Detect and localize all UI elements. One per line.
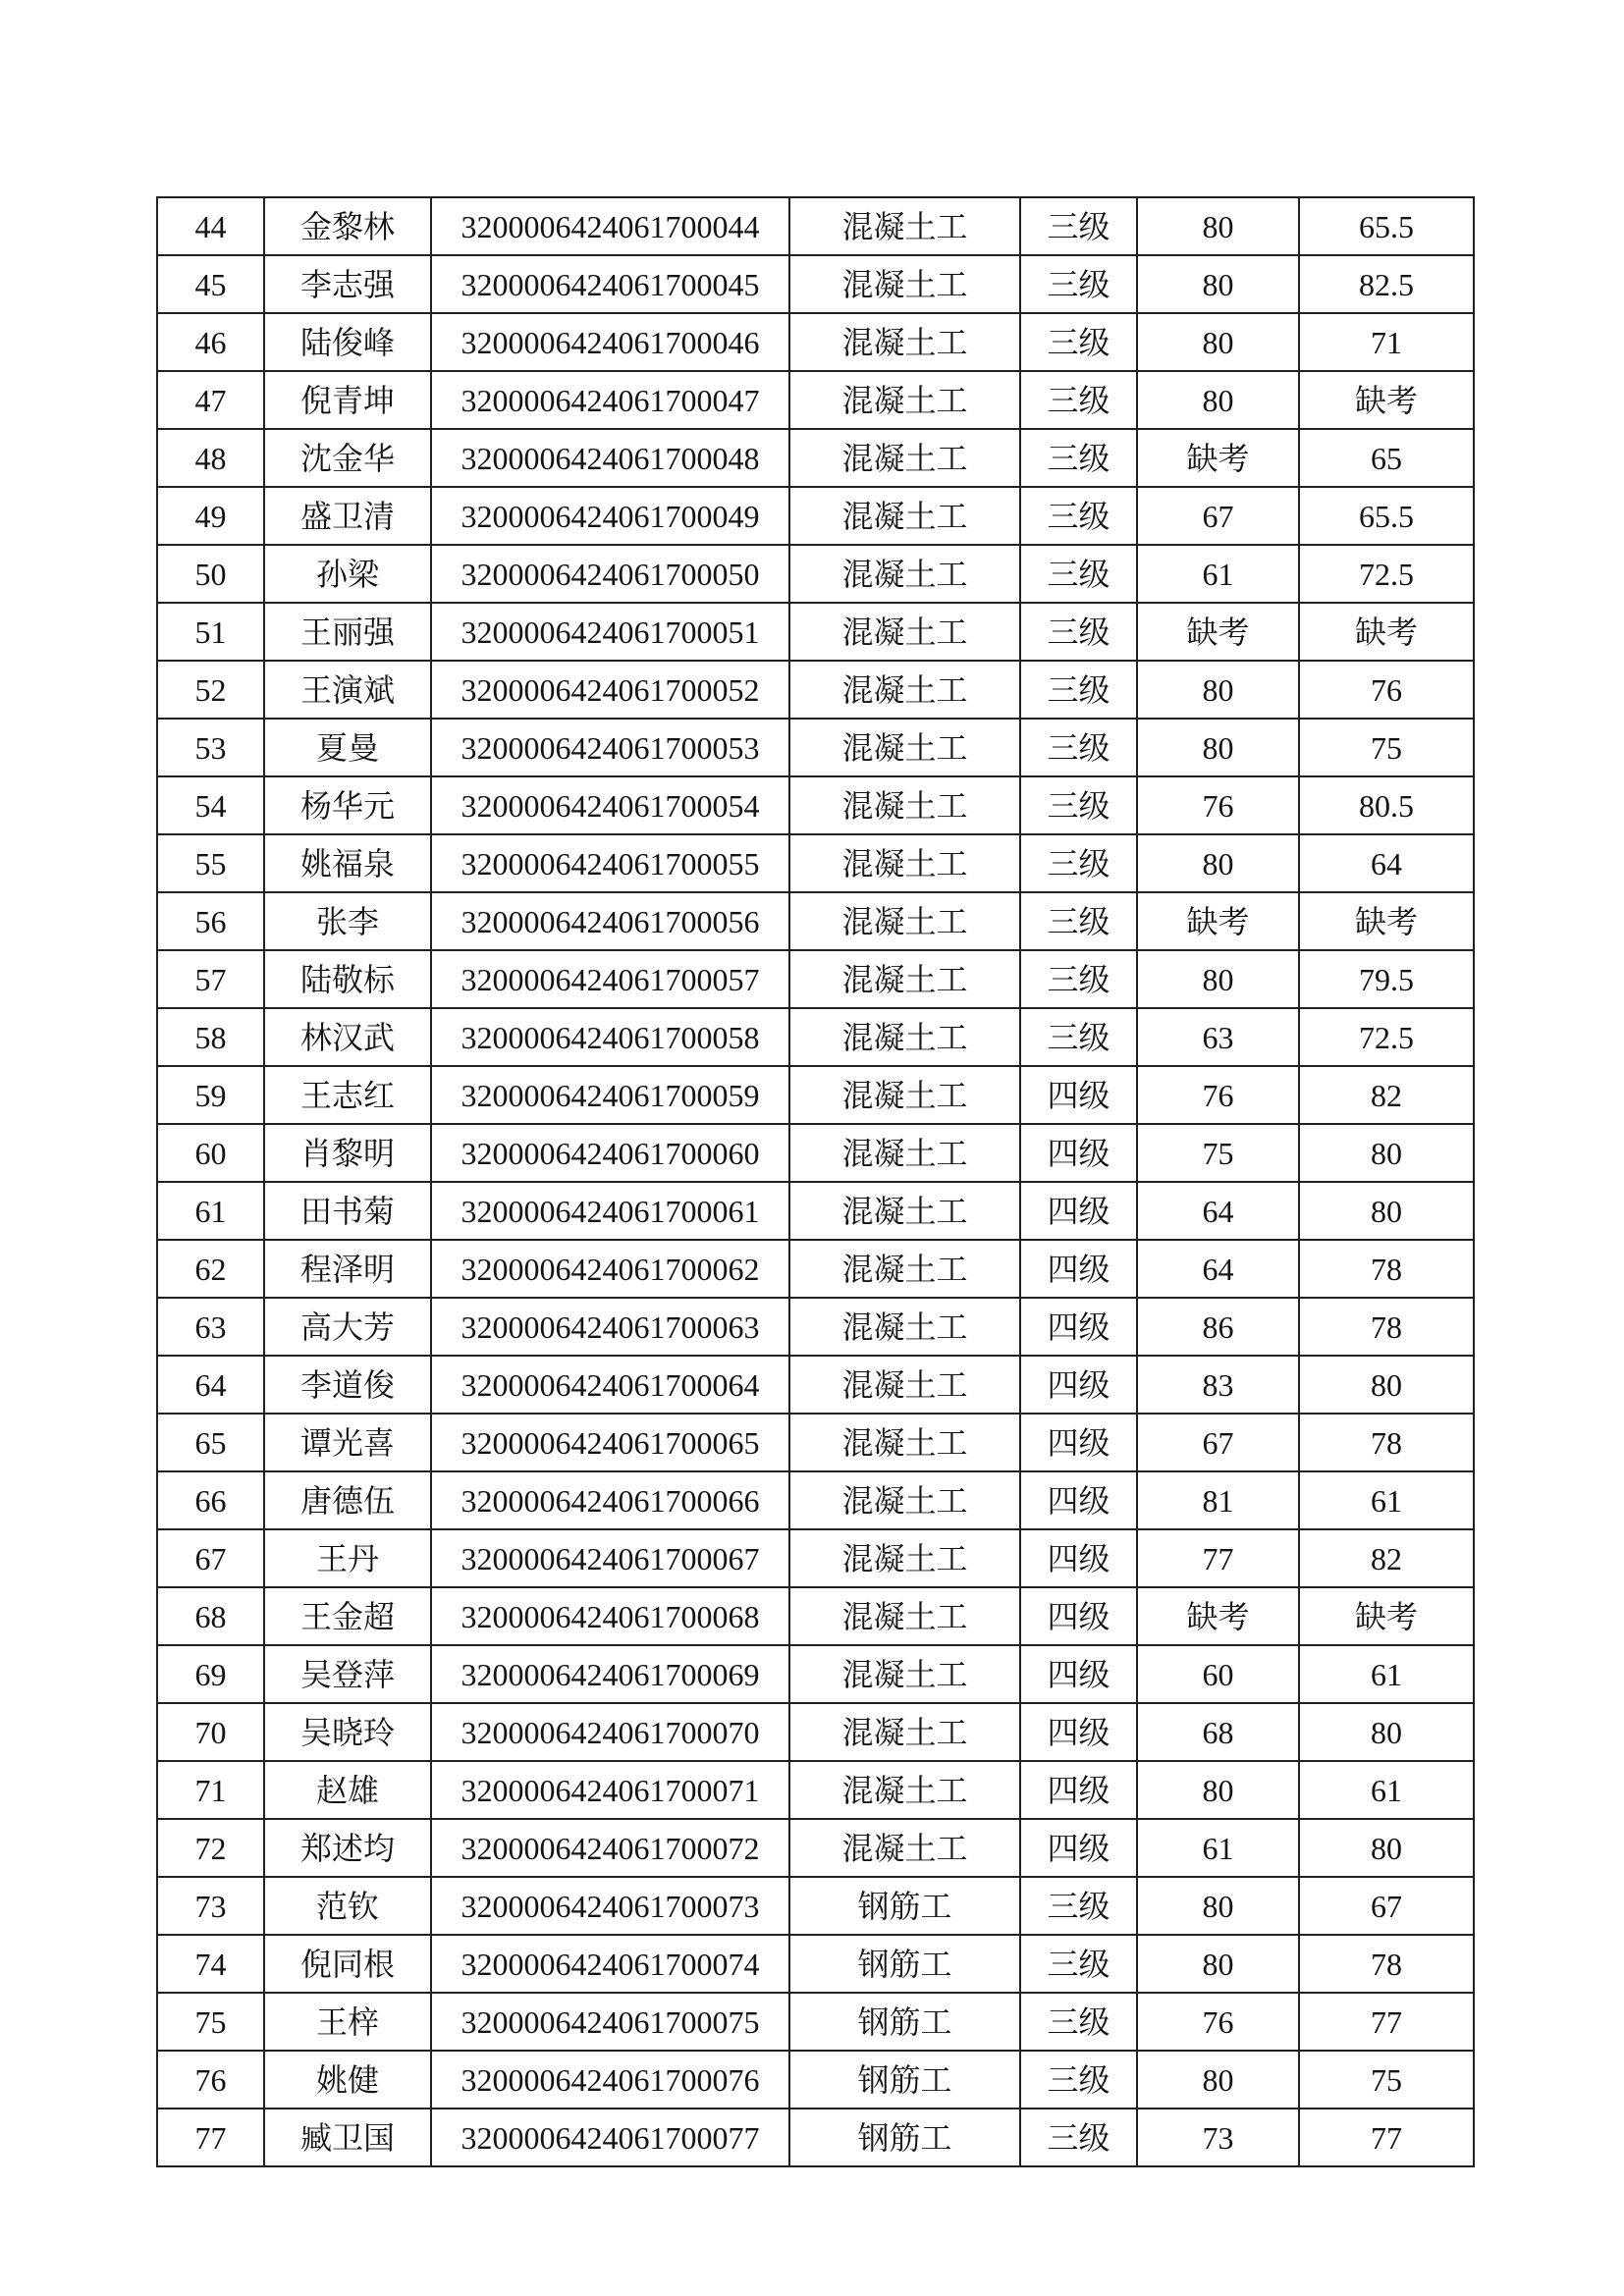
cell-admission-number: 3200006424061700054	[431, 776, 789, 834]
cell-candidate-name: 王丹	[264, 1529, 431, 1587]
cell-score-2: 80	[1299, 1124, 1474, 1182]
table-row	[157, 2109, 1474, 2166]
cell-score-1: 76	[1137, 776, 1299, 834]
cell-score-2: 65.5	[1299, 487, 1474, 545]
cell-admission-number: 3200006424061700062	[431, 1240, 789, 1298]
table-row	[157, 1703, 1474, 1761]
cell-row-number: 69	[157, 1645, 264, 1703]
cell-candidate-name: 范钦	[264, 1877, 431, 1935]
table-row	[157, 1240, 1474, 1298]
table-row	[157, 1993, 1474, 2051]
cell-score-1: 80	[1137, 719, 1299, 776]
cell-occupation: 混凝土工	[789, 892, 1020, 950]
cell-admission-number: 3200006424061700051	[431, 603, 789, 661]
table-row	[157, 487, 1474, 545]
cell-level: 三级	[1020, 545, 1137, 603]
cell-occupation: 混凝土工	[789, 1124, 1020, 1182]
cell-candidate-name: 李志强	[264, 255, 431, 313]
cell-row-number: 71	[157, 1761, 264, 1819]
cell-candidate-name: 肖黎明	[264, 1124, 431, 1182]
cell-occupation: 混凝土工	[789, 1645, 1020, 1703]
cell-score-2: 80	[1299, 1819, 1474, 1877]
cell-admission-number: 3200006424061700045	[431, 255, 789, 313]
cell-score-2: 78	[1299, 1414, 1474, 1471]
table-row	[157, 834, 1474, 892]
cell-score-2: 77	[1299, 2109, 1474, 2166]
cell-level: 三级	[1020, 603, 1137, 661]
table-row	[157, 1298, 1474, 1356]
cell-level: 四级	[1020, 1819, 1137, 1877]
cell-score-1: 80	[1137, 255, 1299, 313]
cell-score-1: 80	[1137, 197, 1299, 255]
cell-score-2: 65	[1299, 429, 1474, 487]
cell-score-1: 68	[1137, 1703, 1299, 1761]
cell-score-2: 78	[1299, 1935, 1474, 1993]
cell-candidate-name: 沈金华	[264, 429, 431, 487]
table-row	[157, 197, 1474, 255]
cell-candidate-name: 陆敬标	[264, 950, 431, 1008]
cell-score-2: 80	[1299, 1703, 1474, 1761]
cell-level: 四级	[1020, 1529, 1137, 1587]
cell-occupation: 混凝土工	[789, 661, 1020, 719]
cell-candidate-name: 王金超	[264, 1587, 431, 1645]
cell-row-number: 67	[157, 1529, 264, 1587]
cell-score-2: 缺考	[1299, 892, 1474, 950]
table-row	[157, 1587, 1474, 1645]
cell-admission-number: 3200006424061700070	[431, 1703, 789, 1761]
cell-candidate-name: 姚福泉	[264, 834, 431, 892]
cell-score-1: 缺考	[1137, 603, 1299, 661]
cell-row-number: 68	[157, 1587, 264, 1645]
cell-score-1: 80	[1137, 950, 1299, 1008]
cell-admission-number: 3200006424061700053	[431, 719, 789, 776]
cell-candidate-name: 吴登萍	[264, 1645, 431, 1703]
cell-level: 三级	[1020, 892, 1137, 950]
cell-score-2: 61	[1299, 1761, 1474, 1819]
cell-admission-number: 3200006424061700046	[431, 313, 789, 371]
cell-score-1: 80	[1137, 313, 1299, 371]
cell-score-1: 63	[1137, 1008, 1299, 1066]
cell-level: 三级	[1020, 719, 1137, 776]
cell-score-1: 76	[1137, 1066, 1299, 1124]
cell-occupation: 混凝土工	[789, 1008, 1020, 1066]
table-row	[157, 1529, 1474, 1587]
cell-level: 四级	[1020, 1124, 1137, 1182]
cell-row-number: 63	[157, 1298, 264, 1356]
cell-admission-number: 3200006424061700067	[431, 1529, 789, 1587]
cell-level: 三级	[1020, 776, 1137, 834]
cell-admission-number: 3200006424061700068	[431, 1587, 789, 1645]
table-row	[157, 545, 1474, 603]
cell-admission-number: 3200006424061700075	[431, 1993, 789, 2051]
cell-admission-number: 3200006424061700052	[431, 661, 789, 719]
results-table	[156, 196, 1475, 2167]
table-row	[157, 1935, 1474, 1993]
cell-level: 三级	[1020, 1877, 1137, 1935]
table-row	[157, 1761, 1474, 1819]
cell-row-number: 46	[157, 313, 264, 371]
cell-row-number: 51	[157, 603, 264, 661]
table-row	[157, 1182, 1474, 1240]
table-row	[157, 1124, 1474, 1182]
cell-candidate-name: 李道俊	[264, 1356, 431, 1414]
cell-admission-number: 3200006424061700071	[431, 1761, 789, 1819]
cell-score-2: 79.5	[1299, 950, 1474, 1008]
cell-score-2: 缺考	[1299, 603, 1474, 661]
table-row	[157, 1066, 1474, 1124]
cell-occupation: 混凝土工	[789, 487, 1020, 545]
cell-level: 四级	[1020, 1414, 1137, 1471]
cell-score-1: 73	[1137, 2109, 1299, 2166]
cell-score-1: 86	[1137, 1298, 1299, 1356]
cell-admission-number: 3200006424061700056	[431, 892, 789, 950]
cell-admission-number: 3200006424061700061	[431, 1182, 789, 1240]
table-row	[157, 1414, 1474, 1471]
cell-occupation: 钢筋工	[789, 1935, 1020, 1993]
cell-candidate-name: 郑述均	[264, 1819, 431, 1877]
cell-candidate-name: 唐德伍	[264, 1471, 431, 1529]
cell-admission-number: 3200006424061700059	[431, 1066, 789, 1124]
cell-score-1: 80	[1137, 1877, 1299, 1935]
cell-candidate-name: 陆俊峰	[264, 313, 431, 371]
table-row	[157, 2051, 1474, 2109]
cell-admission-number: 3200006424061700049	[431, 487, 789, 545]
cell-score-1: 75	[1137, 1124, 1299, 1182]
cell-occupation: 混凝土工	[789, 1471, 1020, 1529]
cell-row-number: 47	[157, 371, 264, 429]
cell-row-number: 57	[157, 950, 264, 1008]
table-row	[157, 255, 1474, 313]
cell-score-1: 80	[1137, 2051, 1299, 2109]
cell-admission-number: 3200006424061700073	[431, 1877, 789, 1935]
cell-candidate-name: 林汉武	[264, 1008, 431, 1066]
cell-level: 三级	[1020, 255, 1137, 313]
results-table-body	[157, 197, 1474, 2166]
cell-row-number: 48	[157, 429, 264, 487]
cell-occupation: 混凝土工	[789, 950, 1020, 1008]
cell-row-number: 59	[157, 1066, 264, 1124]
cell-occupation: 混凝土工	[789, 603, 1020, 661]
cell-occupation: 混凝土工	[789, 1298, 1020, 1356]
cell-admission-number: 3200006424061700065	[431, 1414, 789, 1471]
cell-level: 三级	[1020, 313, 1137, 371]
cell-row-number: 45	[157, 255, 264, 313]
cell-admission-number: 3200006424061700066	[431, 1471, 789, 1529]
table-row	[157, 892, 1474, 950]
cell-occupation: 混凝土工	[789, 1414, 1020, 1471]
cell-candidate-name: 王志红	[264, 1066, 431, 1124]
cell-admission-number: 3200006424061700072	[431, 1819, 789, 1877]
cell-score-1: 缺考	[1137, 892, 1299, 950]
cell-score-2: 72.5	[1299, 1008, 1474, 1066]
cell-admission-number: 3200006424061700064	[431, 1356, 789, 1414]
cell-admission-number: 3200006424061700076	[431, 2051, 789, 2109]
cell-candidate-name: 夏曼	[264, 719, 431, 776]
cell-level: 三级	[1020, 2051, 1137, 2109]
cell-row-number: 49	[157, 487, 264, 545]
cell-score-2: 缺考	[1299, 1587, 1474, 1645]
cell-level: 四级	[1020, 1356, 1137, 1414]
cell-occupation: 混凝土工	[789, 1703, 1020, 1761]
cell-candidate-name: 姚健	[264, 2051, 431, 2109]
cell-candidate-name: 金黎林	[264, 197, 431, 255]
cell-level: 四级	[1020, 1471, 1137, 1529]
cell-level: 三级	[1020, 371, 1137, 429]
cell-score-1: 80	[1137, 661, 1299, 719]
cell-level: 三级	[1020, 487, 1137, 545]
cell-score-2: 64	[1299, 834, 1474, 892]
cell-score-1: 缺考	[1137, 429, 1299, 487]
cell-score-1: 缺考	[1137, 1587, 1299, 1645]
cell-score-2: 67	[1299, 1877, 1474, 1935]
table-row	[157, 371, 1474, 429]
cell-admission-number: 3200006424061700058	[431, 1008, 789, 1066]
table-row	[157, 661, 1474, 719]
table-row	[157, 1471, 1474, 1529]
cell-admission-number: 3200006424061700063	[431, 1298, 789, 1356]
cell-score-2: 80	[1299, 1182, 1474, 1240]
cell-score-2: 61	[1299, 1471, 1474, 1529]
cell-candidate-name: 倪青坤	[264, 371, 431, 429]
cell-row-number: 65	[157, 1414, 264, 1471]
cell-level: 四级	[1020, 1298, 1137, 1356]
cell-score-2: 77	[1299, 1993, 1474, 2051]
cell-occupation: 钢筋工	[789, 1877, 1020, 1935]
cell-score-2: 72.5	[1299, 545, 1474, 603]
cell-score-2: 75	[1299, 719, 1474, 776]
cell-level: 四级	[1020, 1066, 1137, 1124]
cell-row-number: 75	[157, 1993, 264, 2051]
table-row	[157, 1645, 1474, 1703]
cell-score-2: 82	[1299, 1066, 1474, 1124]
cell-occupation: 混凝土工	[789, 1761, 1020, 1819]
cell-candidate-name: 赵雄	[264, 1761, 431, 1819]
cell-occupation: 混凝土工	[789, 313, 1020, 371]
cell-candidate-name: 田书菊	[264, 1182, 431, 1240]
cell-candidate-name: 王丽强	[264, 603, 431, 661]
cell-occupation: 混凝土工	[789, 1240, 1020, 1298]
cell-level: 四级	[1020, 1703, 1137, 1761]
cell-occupation: 混凝土工	[789, 1066, 1020, 1124]
cell-occupation: 混凝土工	[789, 1587, 1020, 1645]
cell-level: 四级	[1020, 1761, 1137, 1819]
cell-occupation: 混凝土工	[789, 545, 1020, 603]
cell-candidate-name: 高大芳	[264, 1298, 431, 1356]
cell-row-number: 76	[157, 2051, 264, 2109]
cell-occupation: 钢筋工	[789, 2109, 1020, 2166]
cell-occupation: 混凝土工	[789, 371, 1020, 429]
cell-candidate-name: 吴晓玲	[264, 1703, 431, 1761]
cell-score-1: 80	[1137, 371, 1299, 429]
cell-row-number: 52	[157, 661, 264, 719]
cell-score-1: 83	[1137, 1356, 1299, 1414]
cell-score-2: 82	[1299, 1529, 1474, 1587]
cell-candidate-name: 盛卫清	[264, 487, 431, 545]
cell-admission-number: 3200006424061700050	[431, 545, 789, 603]
cell-score-1: 61	[1137, 1819, 1299, 1877]
cell-admission-number: 3200006424061700069	[431, 1645, 789, 1703]
cell-score-2: 80	[1299, 1356, 1474, 1414]
table-row	[157, 429, 1474, 487]
table-row	[157, 950, 1474, 1008]
cell-admission-number: 3200006424061700077	[431, 2109, 789, 2166]
cell-level: 三级	[1020, 950, 1137, 1008]
cell-score-2: 76	[1299, 661, 1474, 719]
cell-occupation: 混凝土工	[789, 1182, 1020, 1240]
cell-admission-number: 3200006424061700044	[431, 197, 789, 255]
cell-score-1: 81	[1137, 1471, 1299, 1529]
cell-occupation: 混凝土工	[789, 776, 1020, 834]
cell-score-2: 78	[1299, 1298, 1474, 1356]
cell-occupation: 钢筋工	[789, 2051, 1020, 2109]
cell-row-number: 60	[157, 1124, 264, 1182]
cell-level: 三级	[1020, 1935, 1137, 1993]
cell-occupation: 混凝土工	[789, 719, 1020, 776]
cell-level: 三级	[1020, 1008, 1137, 1066]
table-row	[157, 603, 1474, 661]
cell-occupation: 混凝土工	[789, 197, 1020, 255]
table-row	[157, 1819, 1474, 1877]
cell-level: 三级	[1020, 661, 1137, 719]
table-row	[157, 719, 1474, 776]
cell-admission-number: 3200006424061700074	[431, 1935, 789, 1993]
cell-score-2: 61	[1299, 1645, 1474, 1703]
cell-level: 四级	[1020, 1240, 1137, 1298]
cell-score-2: 82.5	[1299, 255, 1474, 313]
cell-score-1: 60	[1137, 1645, 1299, 1703]
cell-candidate-name: 王演斌	[264, 661, 431, 719]
cell-score-2: 71	[1299, 313, 1474, 371]
cell-candidate-name: 杨华元	[264, 776, 431, 834]
cell-score-1: 64	[1137, 1182, 1299, 1240]
cell-score-2: 78	[1299, 1240, 1474, 1298]
cell-row-number: 77	[157, 2109, 264, 2166]
cell-admission-number: 3200006424061700060	[431, 1124, 789, 1182]
cell-score-1: 80	[1137, 1935, 1299, 1993]
cell-level: 三级	[1020, 197, 1137, 255]
cell-row-number: 72	[157, 1819, 264, 1877]
cell-row-number: 53	[157, 719, 264, 776]
cell-occupation: 钢筋工	[789, 1993, 1020, 2051]
cell-score-1: 80	[1137, 1761, 1299, 1819]
cell-row-number: 55	[157, 834, 264, 892]
cell-occupation: 混凝土工	[789, 255, 1020, 313]
cell-admission-number: 3200006424061700057	[431, 950, 789, 1008]
cell-level: 四级	[1020, 1182, 1137, 1240]
cell-row-number: 56	[157, 892, 264, 950]
cell-score-1: 61	[1137, 545, 1299, 603]
cell-occupation: 混凝土工	[789, 834, 1020, 892]
cell-row-number: 54	[157, 776, 264, 834]
cell-row-number: 74	[157, 1935, 264, 1993]
cell-score-2: 缺考	[1299, 371, 1474, 429]
cell-level: 四级	[1020, 1645, 1137, 1703]
cell-occupation: 混凝土工	[789, 1356, 1020, 1414]
table-row	[157, 1877, 1474, 1935]
cell-score-2: 75	[1299, 2051, 1474, 2109]
cell-row-number: 66	[157, 1471, 264, 1529]
cell-candidate-name: 谭光喜	[264, 1414, 431, 1471]
cell-score-1: 64	[1137, 1240, 1299, 1298]
cell-candidate-name: 王梓	[264, 1993, 431, 2051]
cell-level: 三级	[1020, 429, 1137, 487]
cell-occupation: 混凝土工	[789, 429, 1020, 487]
cell-score-1: 67	[1137, 487, 1299, 545]
cell-row-number: 50	[157, 545, 264, 603]
cell-level: 四级	[1020, 1587, 1137, 1645]
cell-row-number: 44	[157, 197, 264, 255]
cell-candidate-name: 孙梁	[264, 545, 431, 603]
cell-score-1: 77	[1137, 1529, 1299, 1587]
cell-occupation: 混凝土工	[789, 1819, 1020, 1877]
cell-admission-number: 3200006424061700047	[431, 371, 789, 429]
cell-candidate-name: 程泽明	[264, 1240, 431, 1298]
cell-row-number: 58	[157, 1008, 264, 1066]
cell-candidate-name: 臧卫国	[264, 2109, 431, 2166]
table-row	[157, 1356, 1474, 1414]
table-row	[157, 776, 1474, 834]
cell-row-number: 73	[157, 1877, 264, 1935]
cell-occupation: 混凝土工	[789, 1529, 1020, 1587]
cell-admission-number: 3200006424061700048	[431, 429, 789, 487]
cell-score-2: 80.5	[1299, 776, 1474, 834]
cell-row-number: 62	[157, 1240, 264, 1298]
cell-level: 三级	[1020, 834, 1137, 892]
cell-score-1: 67	[1137, 1414, 1299, 1471]
cell-score-1: 80	[1137, 834, 1299, 892]
cell-candidate-name: 倪同根	[264, 1935, 431, 1993]
table-row	[157, 313, 1474, 371]
table-row	[157, 1008, 1474, 1066]
cell-candidate-name: 张李	[264, 892, 431, 950]
cell-score-1: 76	[1137, 1993, 1299, 2051]
cell-score-2: 65.5	[1299, 197, 1474, 255]
cell-row-number: 64	[157, 1356, 264, 1414]
cell-row-number: 61	[157, 1182, 264, 1240]
cell-admission-number: 3200006424061700055	[431, 834, 789, 892]
cell-level: 三级	[1020, 1993, 1137, 2051]
cell-level: 三级	[1020, 2109, 1137, 2166]
cell-row-number: 70	[157, 1703, 264, 1761]
